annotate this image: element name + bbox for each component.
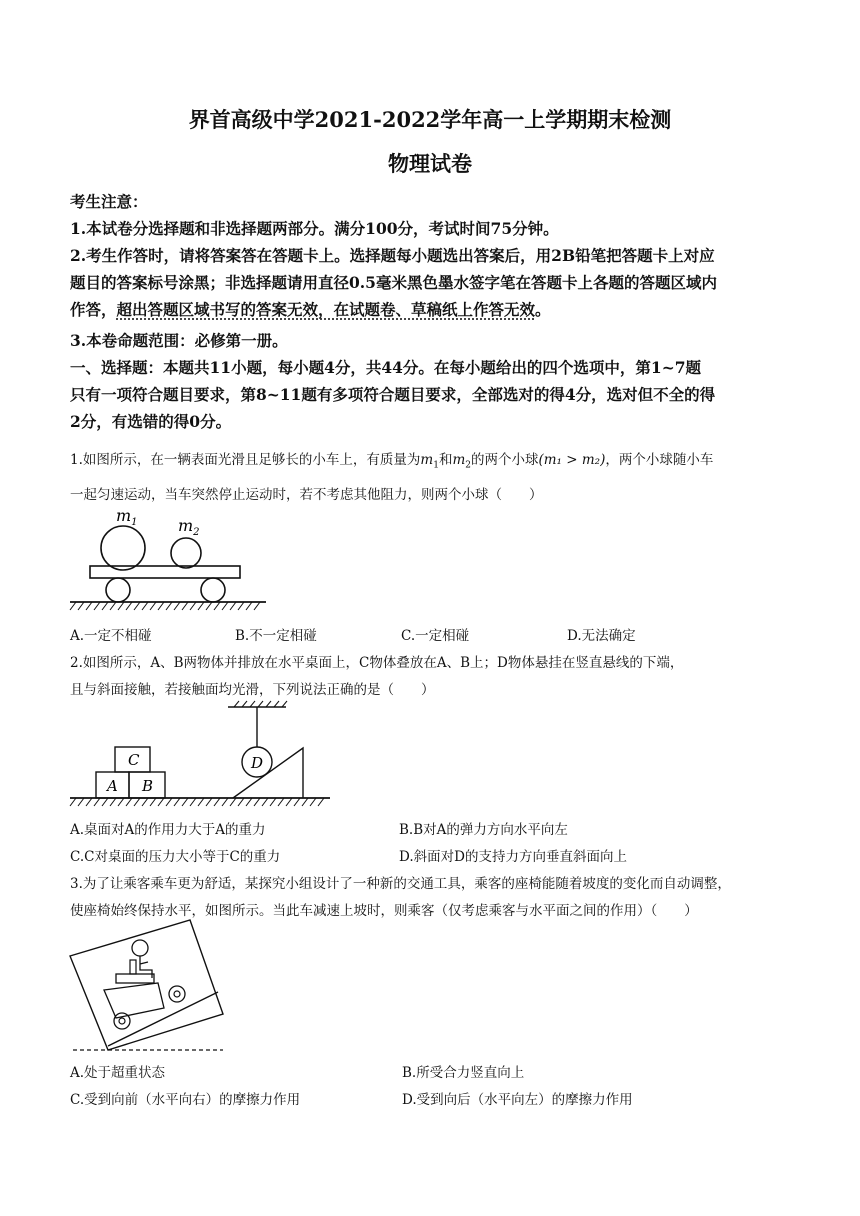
q1-stem-line1 [70,448,713,471]
q1-m2: m [452,452,466,468]
q1-option-c: C.一定相碰 [401,628,470,644]
section-1-line2: 只有一项符合题目要求，第8~11题有多项符合题目要求，全部选对的得4分，选对但不全的得 [70,385,716,404]
q3-option-d: D.受到向后（水平向左）的摩擦力作用 [402,1092,633,1108]
q1-fig-label-m1: $m_1$ [116,506,138,528]
notice-item-2-emphasis: 超出答题区域书写的答案无效，在试题卷、草稿纸上作答无效 [116,300,536,319]
q3-seat [116,974,154,983]
page-subtitle: 物理试卷 [388,151,472,176]
q1-stem-b: 和 [438,452,453,468]
q1-stem-a: 1.如图所示，在一辆表面光滑且足够长的小车上，有质量为 [70,452,421,468]
q1-option-d: D.无法确定 [567,628,636,644]
notice-item-2-line3 [70,298,551,320]
q2-label-d: D [251,754,264,772]
notice-heading: 考生注意： [70,192,148,211]
q3-stem-line1: 3.为了让乘客乘车更为舒适，某探究小组设计了一种新的交通工具，乘客的座椅能随着坡度的变化而自动调整， [70,876,731,892]
q2-option-d: D.斜面对D的支持力方向垂直斜面向上 [399,849,627,865]
q3-wheel-front [169,986,185,1002]
q3-passenger-body [140,956,152,978]
q3-vehicle-figure [68,918,228,1058]
section-1-line3: 2分，有选错的得0分。 [70,412,232,431]
notice-item-2-line3-end: 。 [535,300,551,319]
q1-ball-m1 [101,526,145,570]
q3-option-c: C.受到向前（水平向右）的摩擦力作用 [70,1092,301,1108]
q1-option-a: A.一定不相碰 [70,628,152,644]
q3-passenger-head [132,940,148,956]
q2-stem-line1: 2.如图所示，A、B两物体并排放在水平桌面上，C物体叠放在A、B上；D物体悬挂在竖直悬线的下端， [70,655,684,671]
q3-seat-base [104,983,164,1018]
q3-backrest [130,960,136,974]
q1-m1: m [420,452,434,468]
notice-item-2-line1: 2.考生作答时，请将答案答在答题卡上。选择题每小题选出答案后，用2B铅笔把答题卡上对应 [70,246,715,265]
section-1-line1: 一、选择题：本题共11小题，每小题4分，共44分。在每小题给出的四个选项中，第1~7题 [70,358,701,377]
q3-stem-line2: 使座椅始终保持水平，如图所示。当此车减速上坡时，则乘客（仅考虑乘客与水平面之间的作用）（ ） [70,903,698,919]
notice-item-3: 3.本卷命题范围：必修第一册。 [70,331,288,350]
q1-stem-c: 的两个小球 [470,452,539,468]
q1-mass-relation: (m₁ > m₂) [538,452,606,468]
notice-item-1: 1.本试卷分选择题和非选择题两部分。满分100分，考试时间75分钟。 [70,219,559,238]
q1-wheel-right [201,578,225,602]
q1-m2-sub: 2 [465,460,471,471]
q3-option-b: B.所受合力竖直向上 [402,1065,525,1081]
q1-option-b: B.不一定相碰 [235,628,317,644]
notice-item-2-line3-start: 作答， [70,300,117,319]
q2-label-a: A [107,777,118,795]
q1-stem-line2: 一起匀速运动，当车突然停止运动时，若不考虑其他阻力，则两个小球（ ） [70,487,543,503]
q2-option-b: B.B对A的弹力方向水平向左 [399,822,568,838]
page-title: 界首高级中学2021-2022学年高一上学期期末检测 [188,107,672,132]
q2-option-a: A.桌面对A的作用力大于A的重力 [70,822,266,838]
q2-table-hatch [70,798,324,806]
notice-item-2-line2: 题目的答案标号涂黑；非选择题请用直径0.5毫米黑色墨水签字笔在答题卡上各题的答题区域内 [70,273,717,292]
q2-label-c: C [128,751,140,769]
q2-option-c: C.C对桌面的压力大小等于C的重力 [70,849,281,865]
q1-stem-d: ，两个小球随小车 [605,452,714,468]
q3-option-a: A.处于超重状态 [70,1065,166,1081]
q1-cart-figure [68,503,268,613]
q2-label-b: B [142,777,154,795]
q2-stem-line2: 且与斜面接触，若接触面均光滑，下列说法正确的是（ ） [70,682,435,698]
q1-m1-sub: 1 [433,460,439,471]
q1-ground-hatch [70,602,260,610]
q1-wheel-left [106,578,130,602]
q1-ball-m2 [171,538,201,568]
q2-ceiling-hatch [234,701,287,707]
q1-fig-label-m2: $m_2$ [178,516,200,538]
q2-blocks-figure [68,700,333,810]
